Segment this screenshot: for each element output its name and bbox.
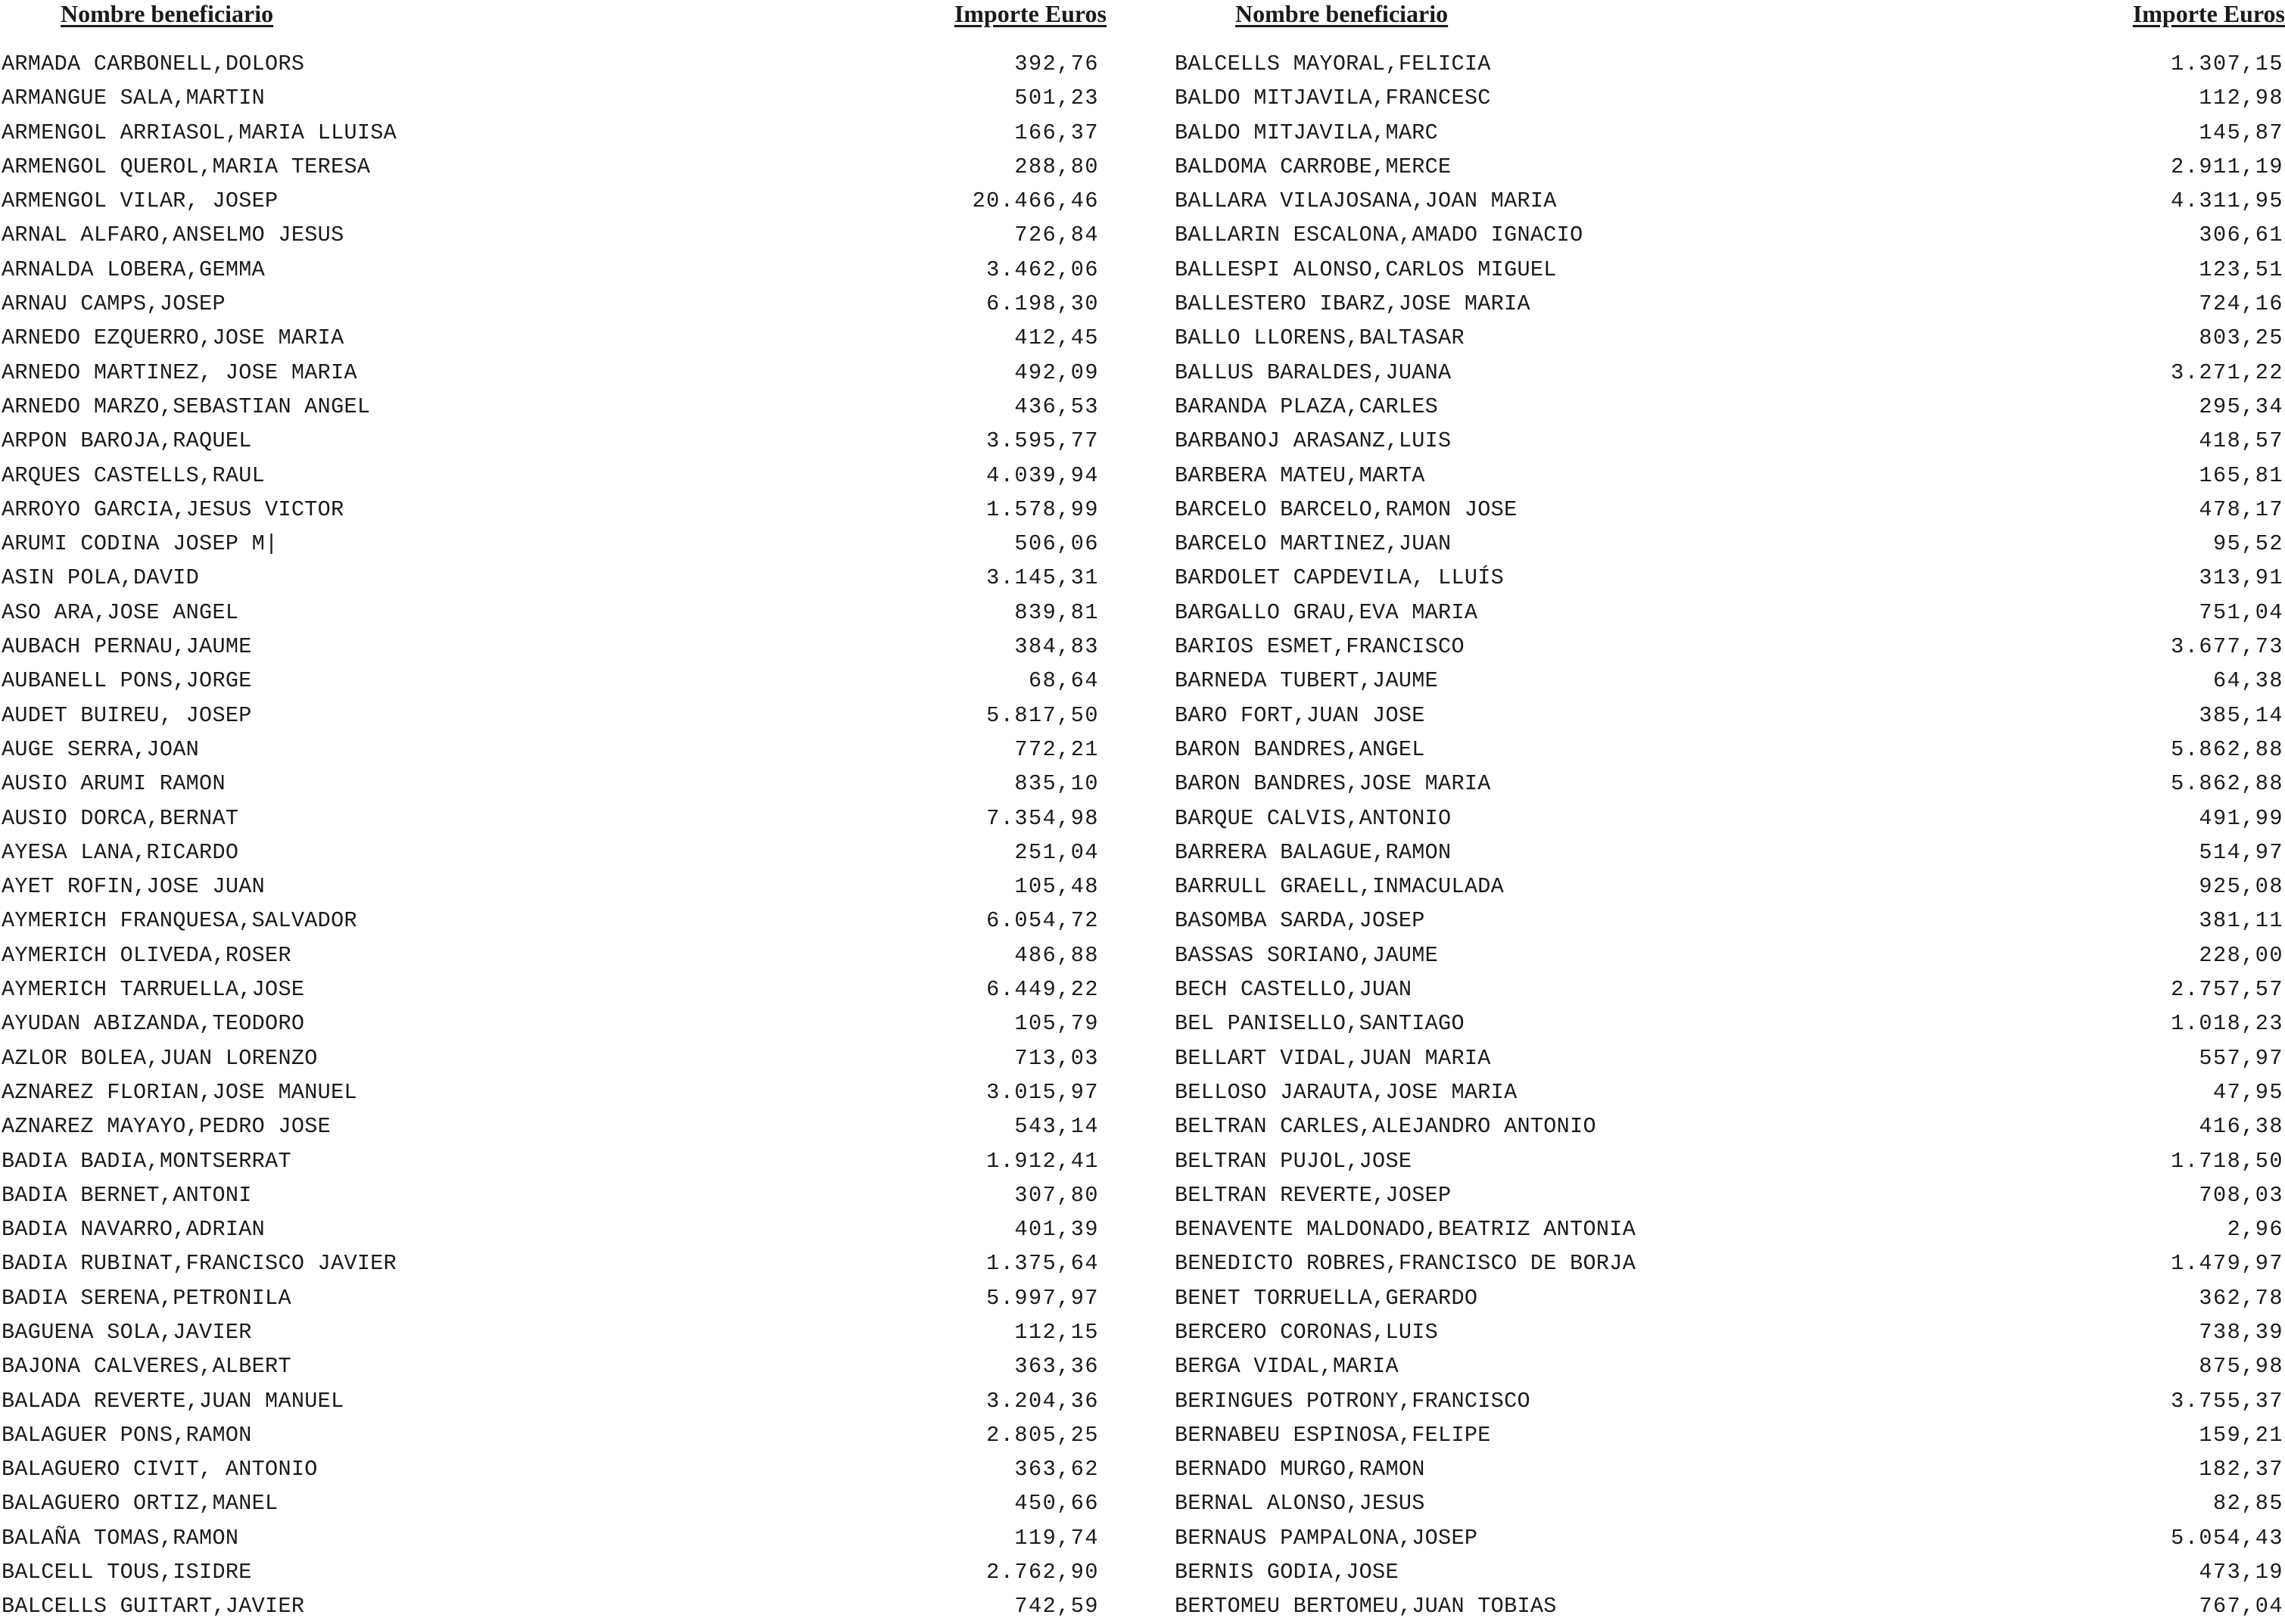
table-row xyxy=(0,1006,1107,1041)
column-header-amount: Importe Euros xyxy=(954,0,1107,27)
amount-euros: 2.911,19 xyxy=(2171,154,2283,179)
amount-euros: 3.755,37 xyxy=(2171,1388,2283,1414)
beneficiary-name: AYUDAN ABIZANDA,TEODORO xyxy=(2,1011,305,1037)
table-row xyxy=(1175,630,2285,664)
beneficiary-name: ARNEDO MARZO,SEBASTIAN ANGEL xyxy=(2,394,371,419)
beneficiary-name: BARON BANDRES,ANGEL xyxy=(1175,736,1425,762)
beneficiary-name: BALDOMA CARROBE,MERCE xyxy=(1175,154,1452,179)
amount-euros: 82,85 xyxy=(2212,1491,2283,1517)
amount-euros: 724,16 xyxy=(2199,291,2283,317)
amount-euros: 450,66 xyxy=(1014,1491,1099,1517)
beneficiary-name: ARMANGUE SALA,MARTIN xyxy=(2,86,266,111)
beneficiary-name: ARNAU CAMPS,JOSEP xyxy=(2,291,226,317)
table-row xyxy=(0,870,1107,904)
amount-euros: 772,21 xyxy=(1014,736,1099,762)
amount-euros: 384,83 xyxy=(1014,634,1099,660)
table-row xyxy=(0,1246,1107,1280)
table-row xyxy=(1175,1212,2285,1246)
table-row xyxy=(0,972,1107,1006)
table-row xyxy=(0,1109,1107,1143)
beneficiary-name: ARMENGOL ARRIASOL,MARIA LLUISA xyxy=(2,120,397,145)
beneficiary-name: BALDO MITJAVILA,FRANCESC xyxy=(1175,86,1491,111)
table-row xyxy=(1175,1555,2285,1589)
amount-euros: 363,36 xyxy=(1014,1354,1099,1380)
amount-euros: 381,11 xyxy=(2199,908,2283,934)
amount-euros: 4.039,94 xyxy=(986,462,1099,488)
table-row xyxy=(1175,424,2285,458)
beneficiary-name: BARBANOJ ARASANZ,LUIS xyxy=(1175,428,1452,454)
table-row xyxy=(1175,184,2285,218)
table-row xyxy=(1175,1178,2285,1212)
beneficiary-name: BALADA REVERTE,JUAN MANUEL xyxy=(2,1388,344,1414)
amount-euros: 708,03 xyxy=(2199,1182,2283,1208)
beneficiary-name: BALLARIN ESCALONA,AMADO IGNACIO xyxy=(1175,222,1583,248)
beneficiary-name: AUSIO DORCA,BERNAT xyxy=(2,805,239,831)
beneficiary-name: AZNAREZ FLORIAN,JOSE MANUEL xyxy=(2,1079,357,1105)
beneficiary-name: BASOMBA SARDA,JOSEP xyxy=(1175,908,1425,934)
amount-euros: 3.595,77 xyxy=(986,428,1099,454)
amount-euros: 1.375,64 xyxy=(986,1251,1099,1277)
beneficiary-name: BARQUE CALVIS,ANTONIO xyxy=(1175,805,1452,831)
amount-euros: 3.677,73 xyxy=(2171,634,2283,660)
amount-euros: 145,87 xyxy=(2199,120,2283,145)
amount-euros: 726,84 xyxy=(1014,222,1099,248)
amount-euros: 738,39 xyxy=(2199,1319,2283,1345)
table-row xyxy=(1175,493,2285,527)
amount-euros: 123,51 xyxy=(2199,257,2283,282)
table-row xyxy=(0,493,1107,527)
table-row xyxy=(0,1589,1107,1623)
table-row xyxy=(0,1486,1107,1520)
column-header-amount: Importe Euros xyxy=(2132,0,2285,27)
amount-euros: 7.354,98 xyxy=(986,805,1099,831)
table-header xyxy=(0,0,1107,47)
beneficiary-name: BALCELL TOUS,ISIDRE xyxy=(2,1560,252,1585)
table-row xyxy=(1175,1281,2285,1315)
amount-euros: 2.757,57 xyxy=(2171,977,2283,1003)
amount-euros: 6.198,30 xyxy=(986,291,1099,317)
beneficiary-name: BARRULL GRAELL,INMACULADA xyxy=(1175,874,1505,900)
amount-euros: 767,04 xyxy=(2199,1594,2283,1619)
beneficiary-name: BARCELO BARCELO,RAMON JOSE xyxy=(1175,496,1518,522)
amount-euros: 68,64 xyxy=(1028,668,1099,694)
table-row xyxy=(1175,1006,2285,1041)
beneficiary-name: BALCELLS MAYORAL,FELICIA xyxy=(1175,51,1491,76)
beneficiary-name: BADIA SERENA,PETRONILA xyxy=(2,1285,291,1311)
amount-euros: 1.718,50 xyxy=(2171,1148,2283,1174)
table-row xyxy=(1175,835,2285,870)
amount-euros: 839,81 xyxy=(1014,599,1099,625)
beneficiary-name: ARMENGOL VILAR, JOSEP xyxy=(2,188,279,214)
beneficiary-name: BADIA NAVARRO,ADRIAN xyxy=(2,1217,266,1243)
table-row xyxy=(0,1521,1107,1555)
amount-euros: 105,79 xyxy=(1014,1011,1099,1037)
table-row xyxy=(1175,664,2285,698)
amount-euros: 713,03 xyxy=(1014,1045,1099,1071)
table-row xyxy=(0,801,1107,835)
amount-euros: 3.462,06 xyxy=(986,257,1099,282)
beneficiary-name: BALCELLS GUITART,JAVIER xyxy=(2,1594,305,1619)
amount-euros: 295,34 xyxy=(2199,394,2283,419)
beneficiary-name: AUBANELL PONS,JORGE xyxy=(2,668,252,694)
table-row xyxy=(0,459,1107,493)
table-row xyxy=(0,287,1107,321)
beneficiary-name: AZNAREZ MAYAYO,PEDRO JOSE xyxy=(2,1114,332,1140)
beneficiary-name: AUBACH PERNAU,JAUME xyxy=(2,634,252,660)
beneficiary-name: AYMERICH FRANQUESA,SALVADOR xyxy=(2,908,357,934)
beneficiary-name: BELTRAN PUJOL,JOSE xyxy=(1175,1148,1412,1174)
table-row xyxy=(0,904,1107,938)
table-row xyxy=(1175,1109,2285,1143)
table-row xyxy=(0,596,1107,630)
table-row xyxy=(0,1452,1107,1486)
table-row xyxy=(0,1041,1107,1075)
table-row xyxy=(0,150,1107,184)
table-row xyxy=(1175,972,2285,1006)
beneficiary-name: BARON BANDRES,JOSE MARIA xyxy=(1175,771,1491,797)
table-row xyxy=(1175,356,2285,390)
amount-euros: 3.145,31 xyxy=(986,565,1099,591)
table-row xyxy=(0,1178,1107,1212)
table-row xyxy=(1175,47,2285,81)
table-row xyxy=(0,630,1107,664)
beneficiary-name: BELLART VIDAL,JUAN MARIA xyxy=(1175,1045,1491,1071)
table-row xyxy=(1175,253,2285,287)
table-row xyxy=(0,664,1107,698)
amount-euros: 543,14 xyxy=(1014,1114,1099,1140)
beneficiary-name: ARNEDO EZQUERRO,JOSE MARIA xyxy=(2,325,344,351)
table-row xyxy=(0,527,1107,561)
beneficiary-name: ARQUES CASTELLS,RAUL xyxy=(2,462,266,488)
beneficiary-name: AUSIO ARUMI RAMON xyxy=(2,771,226,797)
amount-euros: 751,04 xyxy=(2199,599,2283,625)
amount-euros: 501,23 xyxy=(1014,86,1099,111)
amount-euros: 64,38 xyxy=(2212,668,2283,694)
table-row xyxy=(0,356,1107,390)
table-row xyxy=(0,1075,1107,1109)
table-row xyxy=(0,767,1107,801)
beneficiary-name: ARMADA CARBONELL,DOLORS xyxy=(2,51,305,76)
table-row xyxy=(1175,81,2285,115)
beneficiary-name: BALLUS BARALDES,JUANA xyxy=(1175,359,1452,385)
beneficiary-name: BARBERA MATEU,MARTA xyxy=(1175,462,1425,488)
table-row xyxy=(1175,1486,2285,1520)
beneficiary-name: BERTOMEU BERTOMEU,JUAN TOBIAS xyxy=(1175,1594,1557,1619)
beneficiary-name: BERINGUES POTRONY,FRANCISCO xyxy=(1175,1388,1530,1414)
amount-euros: 20.466,46 xyxy=(972,188,1099,214)
amount-euros: 5.817,50 xyxy=(986,702,1099,728)
amount-euros: 418,57 xyxy=(2199,428,2283,454)
beneficiary-name: BADIA RUBINAT,FRANCISCO JAVIER xyxy=(2,1251,397,1277)
amount-euros: 412,45 xyxy=(1014,325,1099,351)
table-row xyxy=(0,1418,1107,1452)
amount-euros: 251,04 xyxy=(1014,839,1099,865)
beneficiary-name: BERNADO MURGO,RAMON xyxy=(1175,1457,1425,1482)
table-row xyxy=(1175,698,2285,733)
table-row xyxy=(1175,596,2285,630)
amount-euros: 105,48 xyxy=(1014,874,1099,900)
beneficiary-name: BALLESTERO IBARZ,JOSE MARIA xyxy=(1175,291,1530,317)
table-row xyxy=(0,1384,1107,1418)
table-row xyxy=(1175,1521,2285,1555)
beneficiary-name: ARNALDA LOBERA,GEMMA xyxy=(2,257,266,282)
amount-euros: 5.054,43 xyxy=(2171,1525,2283,1551)
beneficiary-name: BECH CASTELLO,JUAN xyxy=(1175,977,1412,1003)
amount-euros: 3.015,97 xyxy=(986,1079,1099,1105)
beneficiary-name: BALAGUER PONS,RAMON xyxy=(2,1422,252,1448)
beneficiary-name: ASO ARA,JOSE ANGEL xyxy=(2,599,239,625)
left-table xyxy=(0,0,1107,1624)
table-row xyxy=(1175,321,2285,355)
amount-euros: 6.449,22 xyxy=(986,977,1099,1003)
table-header xyxy=(1175,0,2285,47)
beneficiary-name: BARIOS ESMET,FRANCISCO xyxy=(1175,634,1465,660)
table-row xyxy=(0,1555,1107,1589)
table-row xyxy=(0,1144,1107,1178)
table-row xyxy=(1175,1384,2285,1418)
table-row xyxy=(0,835,1107,870)
table-row xyxy=(1175,733,2285,767)
table-row xyxy=(1175,1452,2285,1486)
table-row xyxy=(1175,527,2285,561)
beneficiary-name: ARNAL ALFARO,ANSELMO JESUS xyxy=(2,222,344,248)
table-row xyxy=(0,253,1107,287)
beneficiary-name: BENAVENTE MALDONADO,BEATRIZ ANTONIA xyxy=(1175,1217,1636,1243)
table-row xyxy=(1175,150,2285,184)
beneficiary-name: BARRERA BALAGUE,RAMON xyxy=(1175,839,1452,865)
amount-euros: 506,06 xyxy=(1014,531,1099,557)
amount-euros: 1.307,15 xyxy=(2171,51,2283,76)
amount-euros: 1.018,23 xyxy=(2171,1011,2283,1037)
table-row xyxy=(0,938,1107,972)
amount-euros: 95,52 xyxy=(2212,531,2283,557)
amount-euros: 307,80 xyxy=(1014,1182,1099,1208)
right-table xyxy=(1175,0,2285,1624)
amount-euros: 1.479,97 xyxy=(2171,1251,2283,1277)
beneficiary-name: AYESA LANA,RICARDO xyxy=(2,839,239,865)
amount-euros: 363,62 xyxy=(1014,1457,1099,1482)
amount-euros: 875,98 xyxy=(2199,1354,2283,1380)
amount-euros: 166,37 xyxy=(1014,120,1099,145)
column-header-name: Nombre beneficiario xyxy=(1235,0,1449,27)
beneficiary-name: AYET ROFIN,JOSE JUAN xyxy=(2,874,266,900)
amount-euros: 306,61 xyxy=(2199,222,2283,248)
beneficiary-name: BELLOSO JARAUTA,JOSE MARIA xyxy=(1175,1079,1518,1105)
amount-euros: 5.862,88 xyxy=(2171,771,2283,797)
beneficiary-name: BERGA VIDAL,MARIA xyxy=(1175,1354,1399,1380)
table-row xyxy=(1175,1246,2285,1280)
table-row xyxy=(1175,459,2285,493)
beneficiary-name: ARPON BAROJA,RAQUEL xyxy=(2,428,252,454)
beneficiary-name: BERNAUS PAMPALONA,JOSEP xyxy=(1175,1525,1478,1551)
amount-euros: 313,91 xyxy=(2199,565,2283,591)
amount-euros: 486,88 xyxy=(1014,942,1099,968)
beneficiary-name: AYMERICH TARRUELLA,JOSE xyxy=(2,977,305,1003)
table-row xyxy=(1175,801,2285,835)
table-row xyxy=(0,1212,1107,1246)
amount-euros: 925,08 xyxy=(2199,874,2283,900)
amount-euros: 401,39 xyxy=(1014,1217,1099,1243)
table-row xyxy=(1175,767,2285,801)
beneficiary-name: BARDOLET CAPDEVILA, LLUÍS xyxy=(1175,565,1505,591)
beneficiary-name: BALLO LLORENS,BALTASAR xyxy=(1175,325,1465,351)
amount-euros: 1.578,99 xyxy=(986,496,1099,522)
table-row xyxy=(1175,1075,2285,1109)
beneficiary-name: BARO FORT,JUAN JOSE xyxy=(1175,702,1425,728)
beneficiary-name: BADIA BERNET,ANTONI xyxy=(2,1182,252,1208)
beneficiary-name: AZLOR BOLEA,JUAN LORENZO xyxy=(2,1045,318,1071)
amount-euros: 5.862,88 xyxy=(2171,736,2283,762)
beneficiary-name: BELTRAN REVERTE,JOSEP xyxy=(1175,1182,1452,1208)
table-row xyxy=(1175,904,2285,938)
amount-euros: 385,14 xyxy=(2199,702,2283,728)
amount-euros: 3.271,22 xyxy=(2171,359,2283,385)
beneficiary-name: BAGUENA SOLA,JAVIER xyxy=(2,1319,252,1345)
table-row xyxy=(1175,218,2285,252)
beneficiary-name: BALAÑA TOMAS,RAMON xyxy=(2,1525,239,1551)
amount-euros: 742,59 xyxy=(1014,1594,1099,1619)
beneficiary-name: BASSAS SORIANO,JAUME xyxy=(1175,942,1439,968)
amount-euros: 514,97 xyxy=(2199,839,2283,865)
table-row xyxy=(0,47,1107,81)
beneficiary-name: BARNEDA TUBERT,JAUME xyxy=(1175,668,1439,694)
amount-euros: 182,37 xyxy=(2199,1457,2283,1482)
amount-euros: 835,10 xyxy=(1014,771,1099,797)
amount-euros: 159,21 xyxy=(2199,1422,2283,1448)
amount-euros: 3.204,36 xyxy=(986,1388,1099,1414)
beneficiary-name: BARCELO MARTINEZ,JUAN xyxy=(1175,531,1452,557)
table-row xyxy=(1175,1144,2285,1178)
beneficiary-name: BENEDICTO ROBRES,FRANCISCO DE BORJA xyxy=(1175,1251,1636,1277)
amount-euros: 4.311,95 xyxy=(2171,188,2283,214)
beneficiary-name: BERNIS GODIA,JOSE xyxy=(1175,1560,1399,1585)
table-body xyxy=(0,47,1107,1624)
table-row xyxy=(0,390,1107,424)
amount-euros: 2,96 xyxy=(2227,1217,2283,1243)
table-row xyxy=(1175,870,2285,904)
amount-euros: 392,76 xyxy=(1014,51,1099,76)
beneficiary-name: ARUMI CODINA JOSEP M| xyxy=(2,531,279,557)
beneficiary-name: AUDET BUIREU, JOSEP xyxy=(2,702,252,728)
beneficiary-name: BALDO MITJAVILA,MARC xyxy=(1175,120,1439,145)
table-row xyxy=(0,561,1107,595)
beneficiary-name: ARNEDO MARTINEZ, JOSE MARIA xyxy=(2,359,357,385)
table-row xyxy=(0,424,1107,458)
beneficiary-name: AUGE SERRA,JOAN xyxy=(2,736,200,762)
table-row xyxy=(1175,390,2285,424)
table-row xyxy=(0,698,1107,733)
amount-euros: 492,09 xyxy=(1014,359,1099,385)
table-body xyxy=(1175,47,2285,1624)
beneficiary-name: BARGALLO GRAU,EVA MARIA xyxy=(1175,599,1478,625)
amount-euros: 2.762,90 xyxy=(986,1560,1099,1585)
amount-euros: 1.912,41 xyxy=(986,1148,1099,1174)
beneficiary-name: BERNABEU ESPINOSA,FELIPE xyxy=(1175,1422,1491,1448)
beneficiary-name: BADIA BADIA,MONTSERRAT xyxy=(2,1148,291,1174)
amount-euros: 478,17 xyxy=(2199,496,2283,522)
column-header-name: Nombre beneficiario xyxy=(61,0,274,27)
table-row xyxy=(1175,1041,2285,1075)
amount-euros: 436,53 xyxy=(1014,394,1099,419)
beneficiary-name: BERNAL ALONSO,JESUS xyxy=(1175,1491,1425,1517)
beneficiary-name: BARANDA PLAZA,CARLES xyxy=(1175,394,1439,419)
beneficiary-name: BALAGUERO CIVIT, ANTONIO xyxy=(2,1457,318,1482)
beneficiary-name: ASIN POLA,DAVID xyxy=(2,565,200,591)
table-row xyxy=(1175,116,2285,150)
amount-euros: 803,25 xyxy=(2199,325,2283,351)
table-row xyxy=(1175,1589,2285,1623)
table-row xyxy=(1175,561,2285,595)
amount-euros: 112,98 xyxy=(2199,86,2283,111)
table-row xyxy=(0,81,1107,115)
table-row xyxy=(1175,1349,2285,1383)
beneficiary-name: ARROYO GARCIA,JESUS VICTOR xyxy=(2,496,344,522)
table-row xyxy=(0,733,1107,767)
amount-euros: 491,99 xyxy=(2199,805,2283,831)
table-row xyxy=(1175,938,2285,972)
amount-euros: 362,78 xyxy=(2199,1285,2283,1311)
beneficiary-name: BELTRAN CARLES,ALEJANDRO ANTONIO xyxy=(1175,1114,1596,1140)
table-row xyxy=(0,184,1107,218)
table-row xyxy=(1175,1418,2285,1452)
amount-euros: 47,95 xyxy=(2212,1079,2283,1105)
amount-euros: 288,80 xyxy=(1014,154,1099,179)
amount-euros: 165,81 xyxy=(2199,462,2283,488)
beneficiary-name: BAJONA CALVERES,ALBERT xyxy=(2,1354,291,1380)
beneficiary-name: BALAGUERO ORTIZ,MANEL xyxy=(2,1491,279,1517)
beneficiary-name: BALLARA VILAJOSANA,JOAN MARIA xyxy=(1175,188,1557,214)
table-row xyxy=(0,1315,1107,1349)
table-row xyxy=(0,1281,1107,1315)
table-row xyxy=(0,321,1107,355)
amount-euros: 5.997,97 xyxy=(986,1285,1099,1311)
amount-euros: 6.054,72 xyxy=(986,908,1099,934)
amount-euros: 2.805,25 xyxy=(986,1422,1099,1448)
beneficiary-name: ARMENGOL QUEROL,MARIA TERESA xyxy=(2,154,371,179)
table-row xyxy=(0,116,1107,150)
amount-euros: 557,97 xyxy=(2199,1045,2283,1071)
amount-euros: 112,15 xyxy=(1014,1319,1099,1345)
table-row xyxy=(1175,287,2285,321)
beneficiary-name: BALLESPI ALONSO,CARLOS MIGUEL xyxy=(1175,257,1557,282)
amount-euros: 473,19 xyxy=(2199,1560,2283,1585)
beneficiary-name: BENET TORRUELLA,GERARDO xyxy=(1175,1285,1478,1311)
table-row xyxy=(1175,1315,2285,1349)
amount-euros: 416,38 xyxy=(2199,1114,2283,1140)
beneficiary-name: BERCERO CORONAS,LUIS xyxy=(1175,1319,1439,1345)
beneficiary-name: BEL PANISELLO,SANTIAGO xyxy=(1175,1011,1465,1037)
table-row xyxy=(0,1349,1107,1383)
table-row xyxy=(0,218,1107,252)
amount-euros: 228,00 xyxy=(2199,942,2283,968)
amount-euros: 119,74 xyxy=(1014,1525,1099,1551)
beneficiary-name: AYMERICH OLIVEDA,ROSER xyxy=(2,942,291,968)
